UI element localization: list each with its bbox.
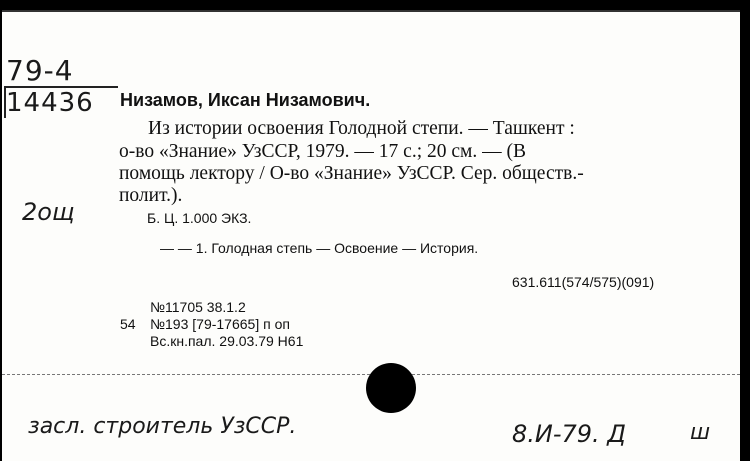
title-line-1: Из истории освоения Голодной степи. — Ташкент : [148,118,575,139]
handwritten-mark: 2ощ [22,198,75,226]
author-heading: Низамов, Иксан Низамович. [120,90,371,110]
title-line-2: о-во «Знание» УзССР, 1979. — 17 с.; 20 см. — (В [119,141,526,162]
shelf-mark-line1: 79-4 [6,54,74,87]
subject-heading: — — 1. Голодная степь — Освоение — История. [160,240,479,256]
title-line-4: полит.). [119,185,183,206]
registry-prefix: 54 [120,316,136,332]
classification-code: 631.611(574/575)(091) [512,274,655,290]
title-line-3: помощь лектору / О-во «Знание» УзССР. Сер. обществ.- [119,163,584,184]
registry-line-2: №193 [79-17665] п оп [150,316,290,332]
circulation: Б. Ц. 1.000 ЭКЗ. [147,210,252,226]
card-top-edge [2,10,740,12]
handwritten-date: 8.И-79. Д [512,420,627,448]
shelf-mark-line2: 14436 [6,88,94,118]
catalog-card [2,10,740,461]
handwritten-note-left: засл. строитель УзССР. [28,414,297,439]
punch-hole [366,363,416,413]
registry-line-3: Вс.кн.пал. 29.03.79 Н61 [150,333,304,349]
handwritten-note-right: ш [690,420,711,445]
registry-line-1: №11705 38.1.2 [150,299,246,315]
